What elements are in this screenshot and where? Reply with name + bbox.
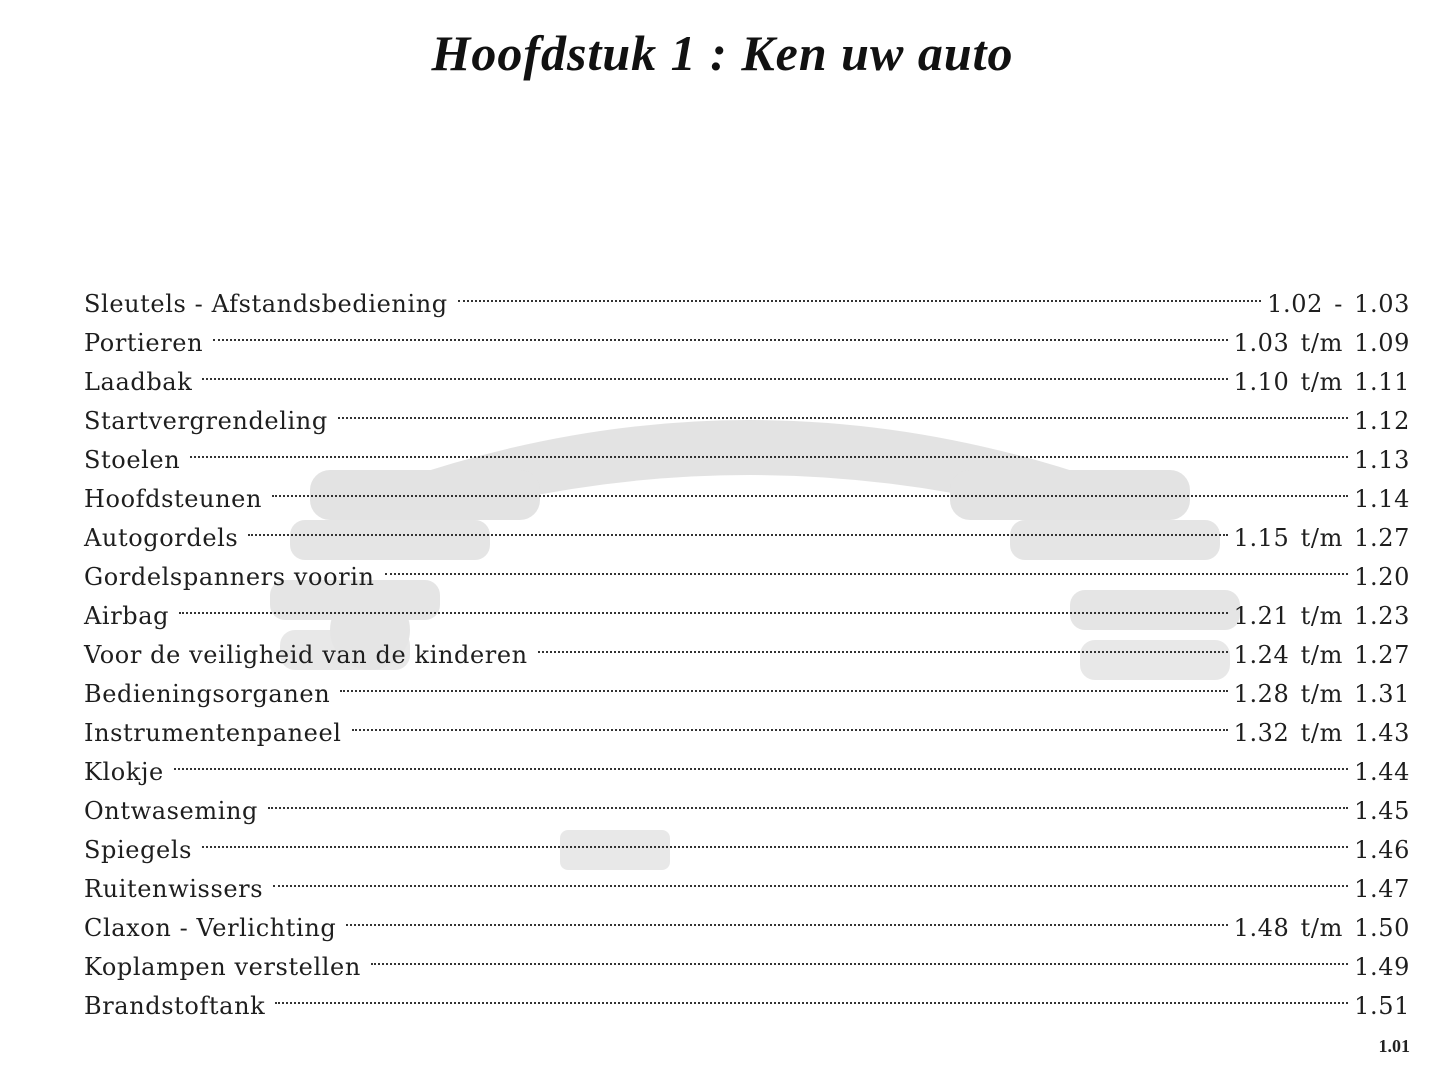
toc-row[interactable] [84,351,1410,396]
toc-label: Ruitenwissers [84,875,264,903]
toc-label: Ontwaseming [84,797,259,825]
toc-label: Startvergrendeling [84,407,328,435]
toc-row[interactable] [84,273,1410,318]
toc-leader-dots [248,507,1227,546]
toc-row[interactable] [84,312,1410,357]
toc-label: Claxon - Verlichting [84,914,337,942]
toc-page: 1.03 t/m 1.09 [1233,329,1410,357]
toc-page: 1.48 t/m 1.50 [1233,914,1410,942]
toc-row[interactable] [84,975,1410,1020]
toc-leader-dots [340,663,1227,702]
toc-row[interactable] [84,624,1410,669]
toc-leader-dots [190,429,1348,468]
toc-leader-dots [346,897,1227,936]
toc-row[interactable] [84,819,1410,864]
toc-label: Instrumentenpaneel [84,719,342,747]
page-number: 1.01 [1378,1036,1410,1056]
toc-leader-dots [268,780,1348,819]
toc-page: 1.47 [1354,875,1410,903]
toc-leader-dots [272,468,1348,507]
toc-page: 1.24 t/m 1.27 [1233,641,1410,669]
toc-label: Spiegels [84,836,193,864]
toc-leader-dots [174,741,1348,780]
toc-page: 1.10 t/m 1.11 [1233,368,1410,396]
toc-row[interactable] [84,741,1410,786]
toc-leader-dots [202,351,1227,390]
chapter-title: Hoofdstuk 1 : Ken uw auto [431,25,1014,81]
toc-page: 1.28 t/m 1.31 [1233,680,1410,708]
toc-page: 1.49 [1354,953,1410,981]
toc-row[interactable] [84,585,1410,630]
toc-leader-dots [371,936,1348,975]
toc-label: Hoofdsteunen [84,485,263,513]
toc-leader-dots [202,819,1348,858]
toc-row[interactable] [84,897,1410,942]
toc-leader-dots [213,312,1227,351]
toc-label: Stoelen [84,446,181,474]
toc-leader-dots [385,546,1349,585]
toc-label: Klokje [84,758,164,786]
toc-page: 1.21 t/m 1.23 [1233,602,1410,630]
toc-leader-dots [352,702,1228,741]
toc-leader-dots [458,273,1261,312]
toc-label: Gordelspanners voorin [84,563,375,591]
toc-row[interactable] [84,780,1410,825]
toc-label: Sleutels - Afstandsbediening [84,290,448,318]
toc-label: Airbag [84,602,170,630]
toc-page: 1.51 [1354,992,1410,1020]
toc-page: 1.20 [1354,563,1410,591]
toc-row[interactable] [84,858,1410,903]
toc-label: Voor de veiligheid van de kinderen [84,641,528,669]
toc-label: Laadbak [84,368,193,396]
toc-row[interactable] [84,390,1410,435]
toc-leader-dots [338,390,1348,429]
toc-leader-dots [273,858,1348,897]
toc-label: Bedieningsorganen [84,680,331,708]
toc-page: 1.15 t/m 1.27 [1233,524,1410,552]
toc-page: 1.13 [1354,446,1410,474]
toc-row[interactable] [84,429,1410,474]
toc-row[interactable] [84,507,1410,552]
toc-row[interactable] [84,468,1410,513]
toc-page: 1.12 [1354,407,1410,435]
toc-leader-dots [179,585,1227,624]
toc-page: 1.45 [1354,797,1410,825]
toc-label: Koplampen verstellen [84,953,361,981]
toc-page: 1.44 [1354,758,1410,786]
toc-label: Brandstoftank [84,992,266,1020]
toc-page: 1.32 t/m 1.43 [1233,719,1410,747]
toc-page: 1.46 [1354,836,1410,864]
toc-label: Autogordels [84,524,239,552]
toc-label: Portieren [84,329,204,357]
table-of-contents [84,273,1410,1020]
toc-leader-dots [275,975,1348,1014]
toc-leader-dots [538,624,1228,663]
toc-page: 1.14 [1354,485,1410,513]
toc-page: 1.02 - 1.03 [1267,290,1410,318]
toc-row[interactable] [84,546,1410,591]
